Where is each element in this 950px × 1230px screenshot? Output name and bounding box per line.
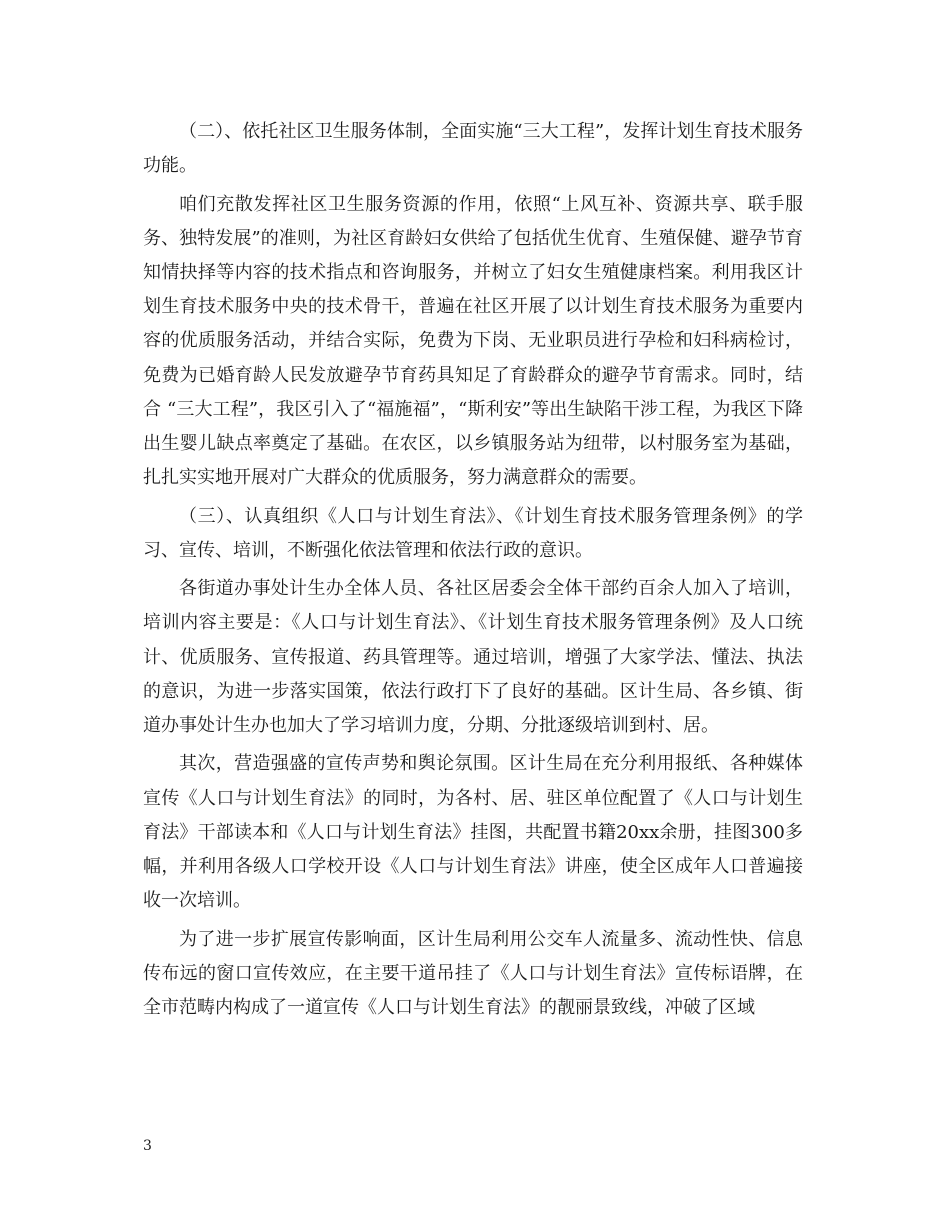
- paragraph-section-three-heading: （三）、认真组织《人口与计划生育法》、《计划生育技术服务管理条例》的学习、宣传、培训，不断强化依法管理和依法行政的意识。: [143, 505, 803, 561]
- document-body: [143, 115, 803, 1029]
- paragraph-community-health-services: 咱们充散发挥社区卫生服务资源的作用，依照“上风互补、资源共享、联手服务、独特发展”的准则，为社区育龄妇女供给了包括优生优育、生殖保健、避孕节育知情抉择等内容的技术指点和咨询服务，并树立了妇女生殖健康档案。利用我区计划生育技术服务中央的技术骨干，普遍在社区开展了以计划生育技术服务为重要内容的优质服务活动，并结合实际，免费为下岗、无业职员进行孕检和妇科病检讨，免费为已婚育龄人民发放避孕节育药具知足了育龄群众的避孕节育需求。同时，结合 “三大工程”，我区引入了“福施福”，“斯利安”等出生缺陷干涉工程，为我区下降出生婴儿缺点率奠定了基础。在农区，以乡镇服务站为纽带，以村服务室为基础，扎扎实实地开展对广大群众的优质服务，努力满意群众的需要。: [143, 193, 803, 489]
- paragraph-section-two-heading: （二）、依托社区卫生服务体制，全面实施“三大工程”，发挥计划生育技术服务功能。: [143, 121, 803, 177]
- page-number: 3: [143, 1138, 152, 1154]
- paragraph-training: 各街道办事处计生办全体人员、各社区居委会全体干部约百余人加入了培训，培训内容主要是：《人口与计划生育法》、《计划生育技术服务管理条例》及人口统计、优质服务、宣传报道、药具管理等。通过培训，增强了大家学法、懂法、执法的意识，为进一步落实国策，依法行政打下了良好的基础。区计生局、各乡镇、街道办事处计生办也加大了学习培训力度，分期、分批逐级培训到村、居。: [143, 578, 803, 737]
- paragraph-publicity: 其次，营造强盛的宣传声势和舆论氛围。区计生局在充分利用报纸、各种媒体宣传《人口与计划生育法》的同时，为各村、居、驻区单位配置了《人口与计划生育法》干部读本和《人口与计划生育法》挂图，共配置书籍20xx余册，挂图300多幅，并利用各级人口学校开设《人口与计划生育法》讲座，使全区成年人口普遍接收一次培训。: [143, 753, 803, 912]
- paragraph-bus-publicity: 为了进一步扩展宣传影响面，区计生局利用公交车人流量多、流动性快、信息传布远的窗口宣传效应，在主要干道吊挂了《人口与计划生育法》宣传标语牌，在全市范畴内构成了一道宣传《人口与计划生育法》的靓丽景致线，冲破了区域: [143, 928, 803, 1019]
